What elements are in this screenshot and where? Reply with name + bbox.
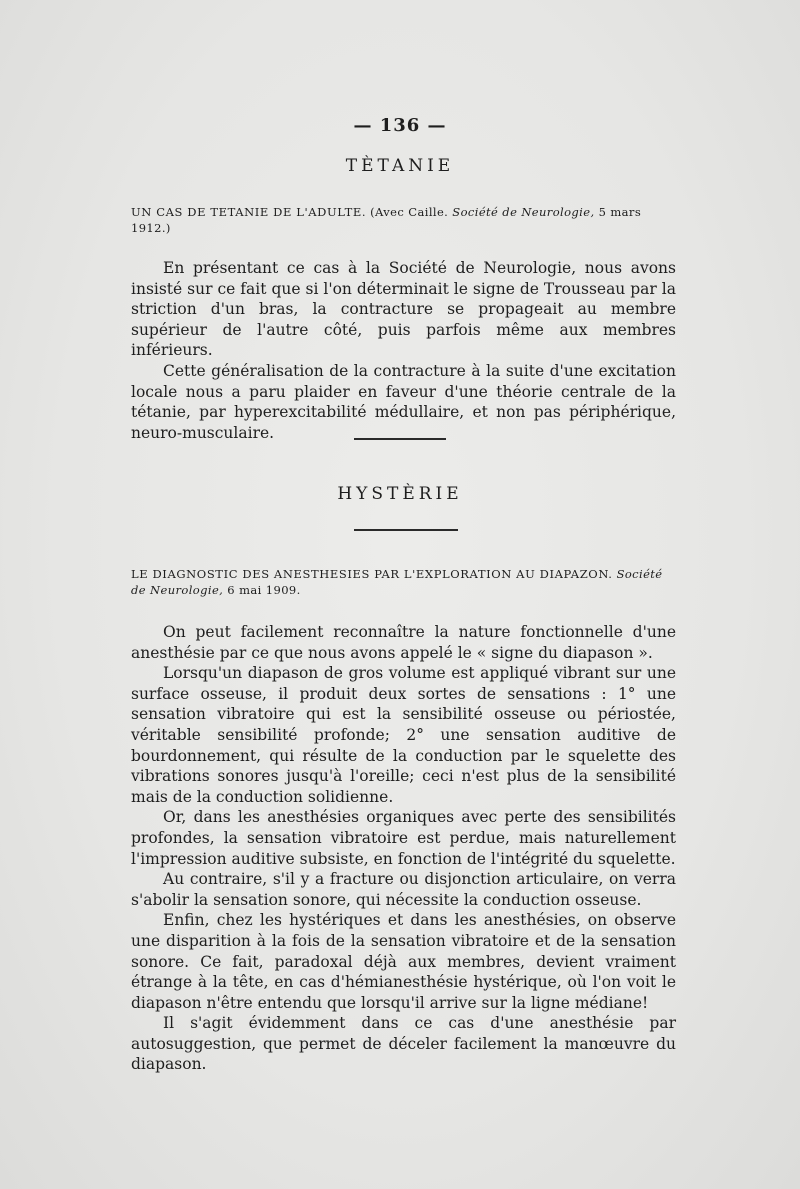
section-title-hysterie: HYSTÈRIE <box>337 484 463 504</box>
reference-source: Société de Neurologie, <box>452 205 595 219</box>
paragraph: Enfin, chez les hystériques et dans les anesthésies, on observe une disparition à la fois de la sensation vibratoire et de la sensation sonore. Ce fait, paradoxal déjà aux membres, devient vraiment étrange à la tête, en cas d'hémianesthésie hystérique, où l'on voit le diapason n'être entendu que lorsqu'il arrive sur la ligne médiane! <box>131 911 676 1012</box>
reference-date: 5 mars 1912.) <box>131 205 642 235</box>
reference-heading: LE DIAGNOSTIC DES ANESTHESIES PAR L'EXPLORATION AU DIAPAZON. <box>131 567 613 581</box>
reference-authors: (Avec Caille. <box>370 205 449 219</box>
paragraph: Cette généralisation de la contracture à la suite d'une excitation locale nous a paru plaider en faveur d'une théorie centrale de la tétanie, par hyperexcitabilité médullaire, et non pas périphérique, neuro-musculaire. <box>131 361 676 442</box>
title-underline <box>354 529 458 531</box>
section-body-tetanie <box>131 258 676 443</box>
paragraph: Il s'agit évidemment dans ce cas d'une anesthésie par autosuggestion, que permet de déceler facilement la manœuvre du diapason. <box>131 1014 676 1074</box>
reference-hysterie <box>131 566 677 598</box>
section-divider <box>354 438 446 440</box>
paragraph: Or, dans les anesthésies organiques avec perte des sensibilités profondes, la sensation vibratoire est perdue, mais naturellement l'impression auditive subsiste, en fonction de l'intégrité du squelette. <box>131 808 676 868</box>
reference-date: 6 mai 1909. <box>227 583 301 597</box>
paragraph: Lorsqu'un diapason de gros volume est appliqué vibrant sur une surface osseuse, il produit deux sortes de sensations : 1° une sensation vibratoire qui est la sensibilité osseuse ou périostée, véritable sensibilité profonde; 2° une sensation auditive de bourdonnement, qui résulte de la conduction par le squelette des vibrations sonores jusqu'à l'oreille; ceci n'est plus de la sensibilité mais de la conduction solidienne. <box>131 664 676 806</box>
section-body-hysterie <box>131 622 676 1075</box>
paragraph: En présentant ce cas à la Société de Neurologie, nous avons insisté sur ce fait que si l'on déterminait le signe de Trousseau par la striction d'un bras, la contracture se propageait au membre supérieur de l'autre côté, puis parfois même aux membres inférieurs. <box>131 259 676 360</box>
paragraph: On peut facilement reconnaître la nature fonctionnelle d'une anesthésie par ce que nous avons appelé le « signe du diapason ». <box>131 623 676 662</box>
reference-tetanie <box>131 204 677 236</box>
paragraph: Au contraire, s'il y a fracture ou disjonction articulaire, on verra s'abolir la sensation sonore, qui nécessite la conduction osseuse. <box>131 870 676 909</box>
reference-heading: UN CAS DE TETANIE DE L'ADULTE. <box>131 205 367 219</box>
page-number: — 136 — <box>353 115 447 136</box>
section-title-tetanie: TÈTANIE <box>345 156 455 176</box>
reference-source: Société de Neurologie, <box>131 567 663 597</box>
